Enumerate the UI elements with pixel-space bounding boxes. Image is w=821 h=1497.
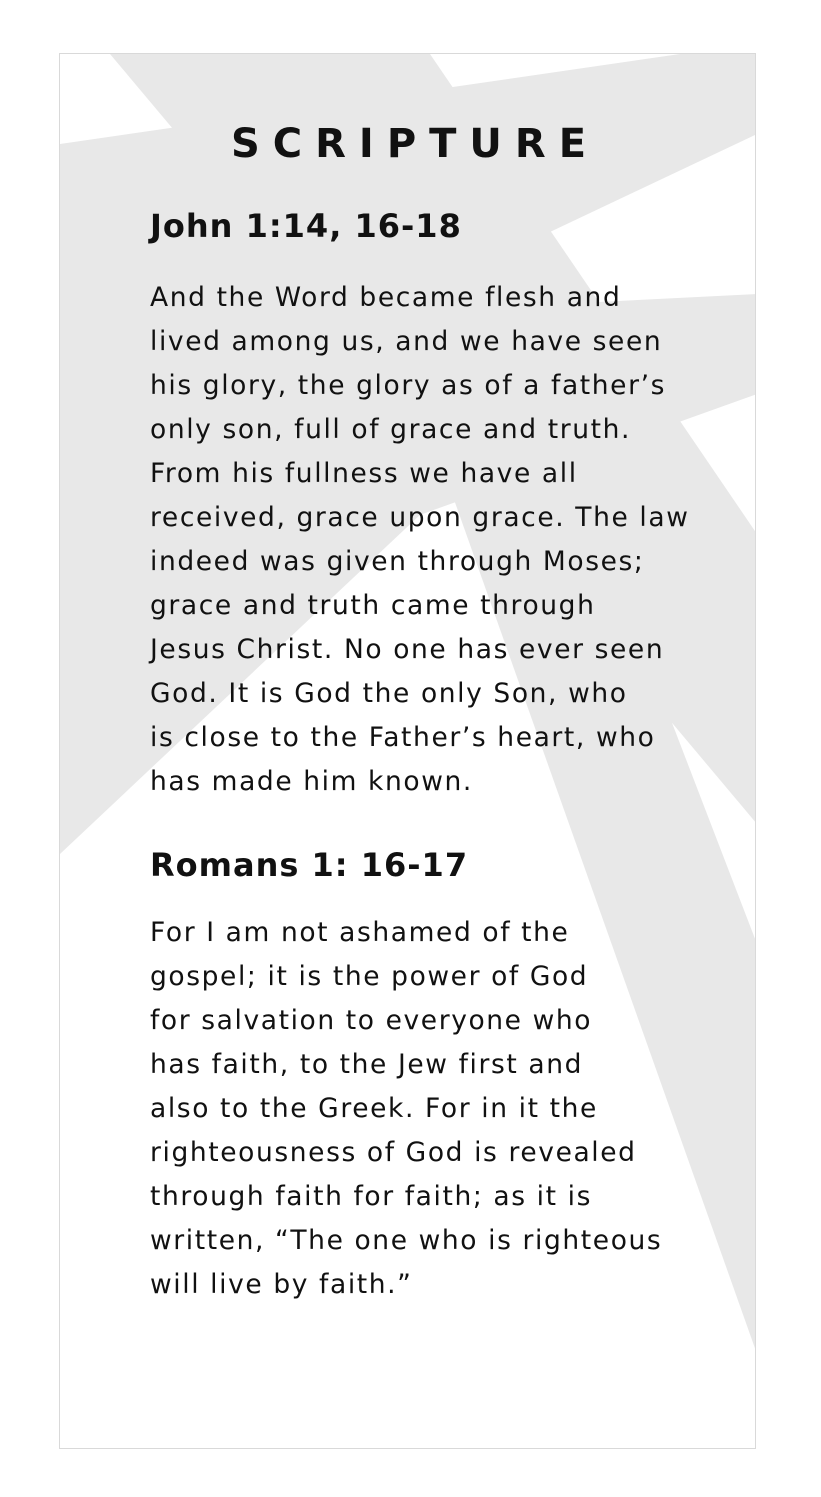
card-content xyxy=(60,54,756,1449)
passage-text-romans: For I am not ashamed of the gospel; it is the power of God for salvation to everyone who has faith, to the Jew first and also to the Greek. For in it the righteousness of God is revealed through faith for faith; as it is written, “The one who is righteous will live by faith.” xyxy=(150,917,663,1300)
passage-reference-john: John 1:14, 16-18 xyxy=(150,207,462,245)
scripture-card xyxy=(59,53,756,1449)
passage-text-john: And the Word became flesh and lived among us, and we have seen his glory, the glory as of a father’s only son, full of grace and truth. From his fullness we have all received, grace upon grace. The law indeed was given through Moses; grace and truth came through Jesus Christ. No one has ever seen God. It is God the only Son, who is close to the Father’s heart, who has made him known. xyxy=(150,282,690,797)
page-title: SCRIPTURE xyxy=(230,121,600,167)
passage-reference-romans: Romans 1: 16-17 xyxy=(150,846,469,884)
